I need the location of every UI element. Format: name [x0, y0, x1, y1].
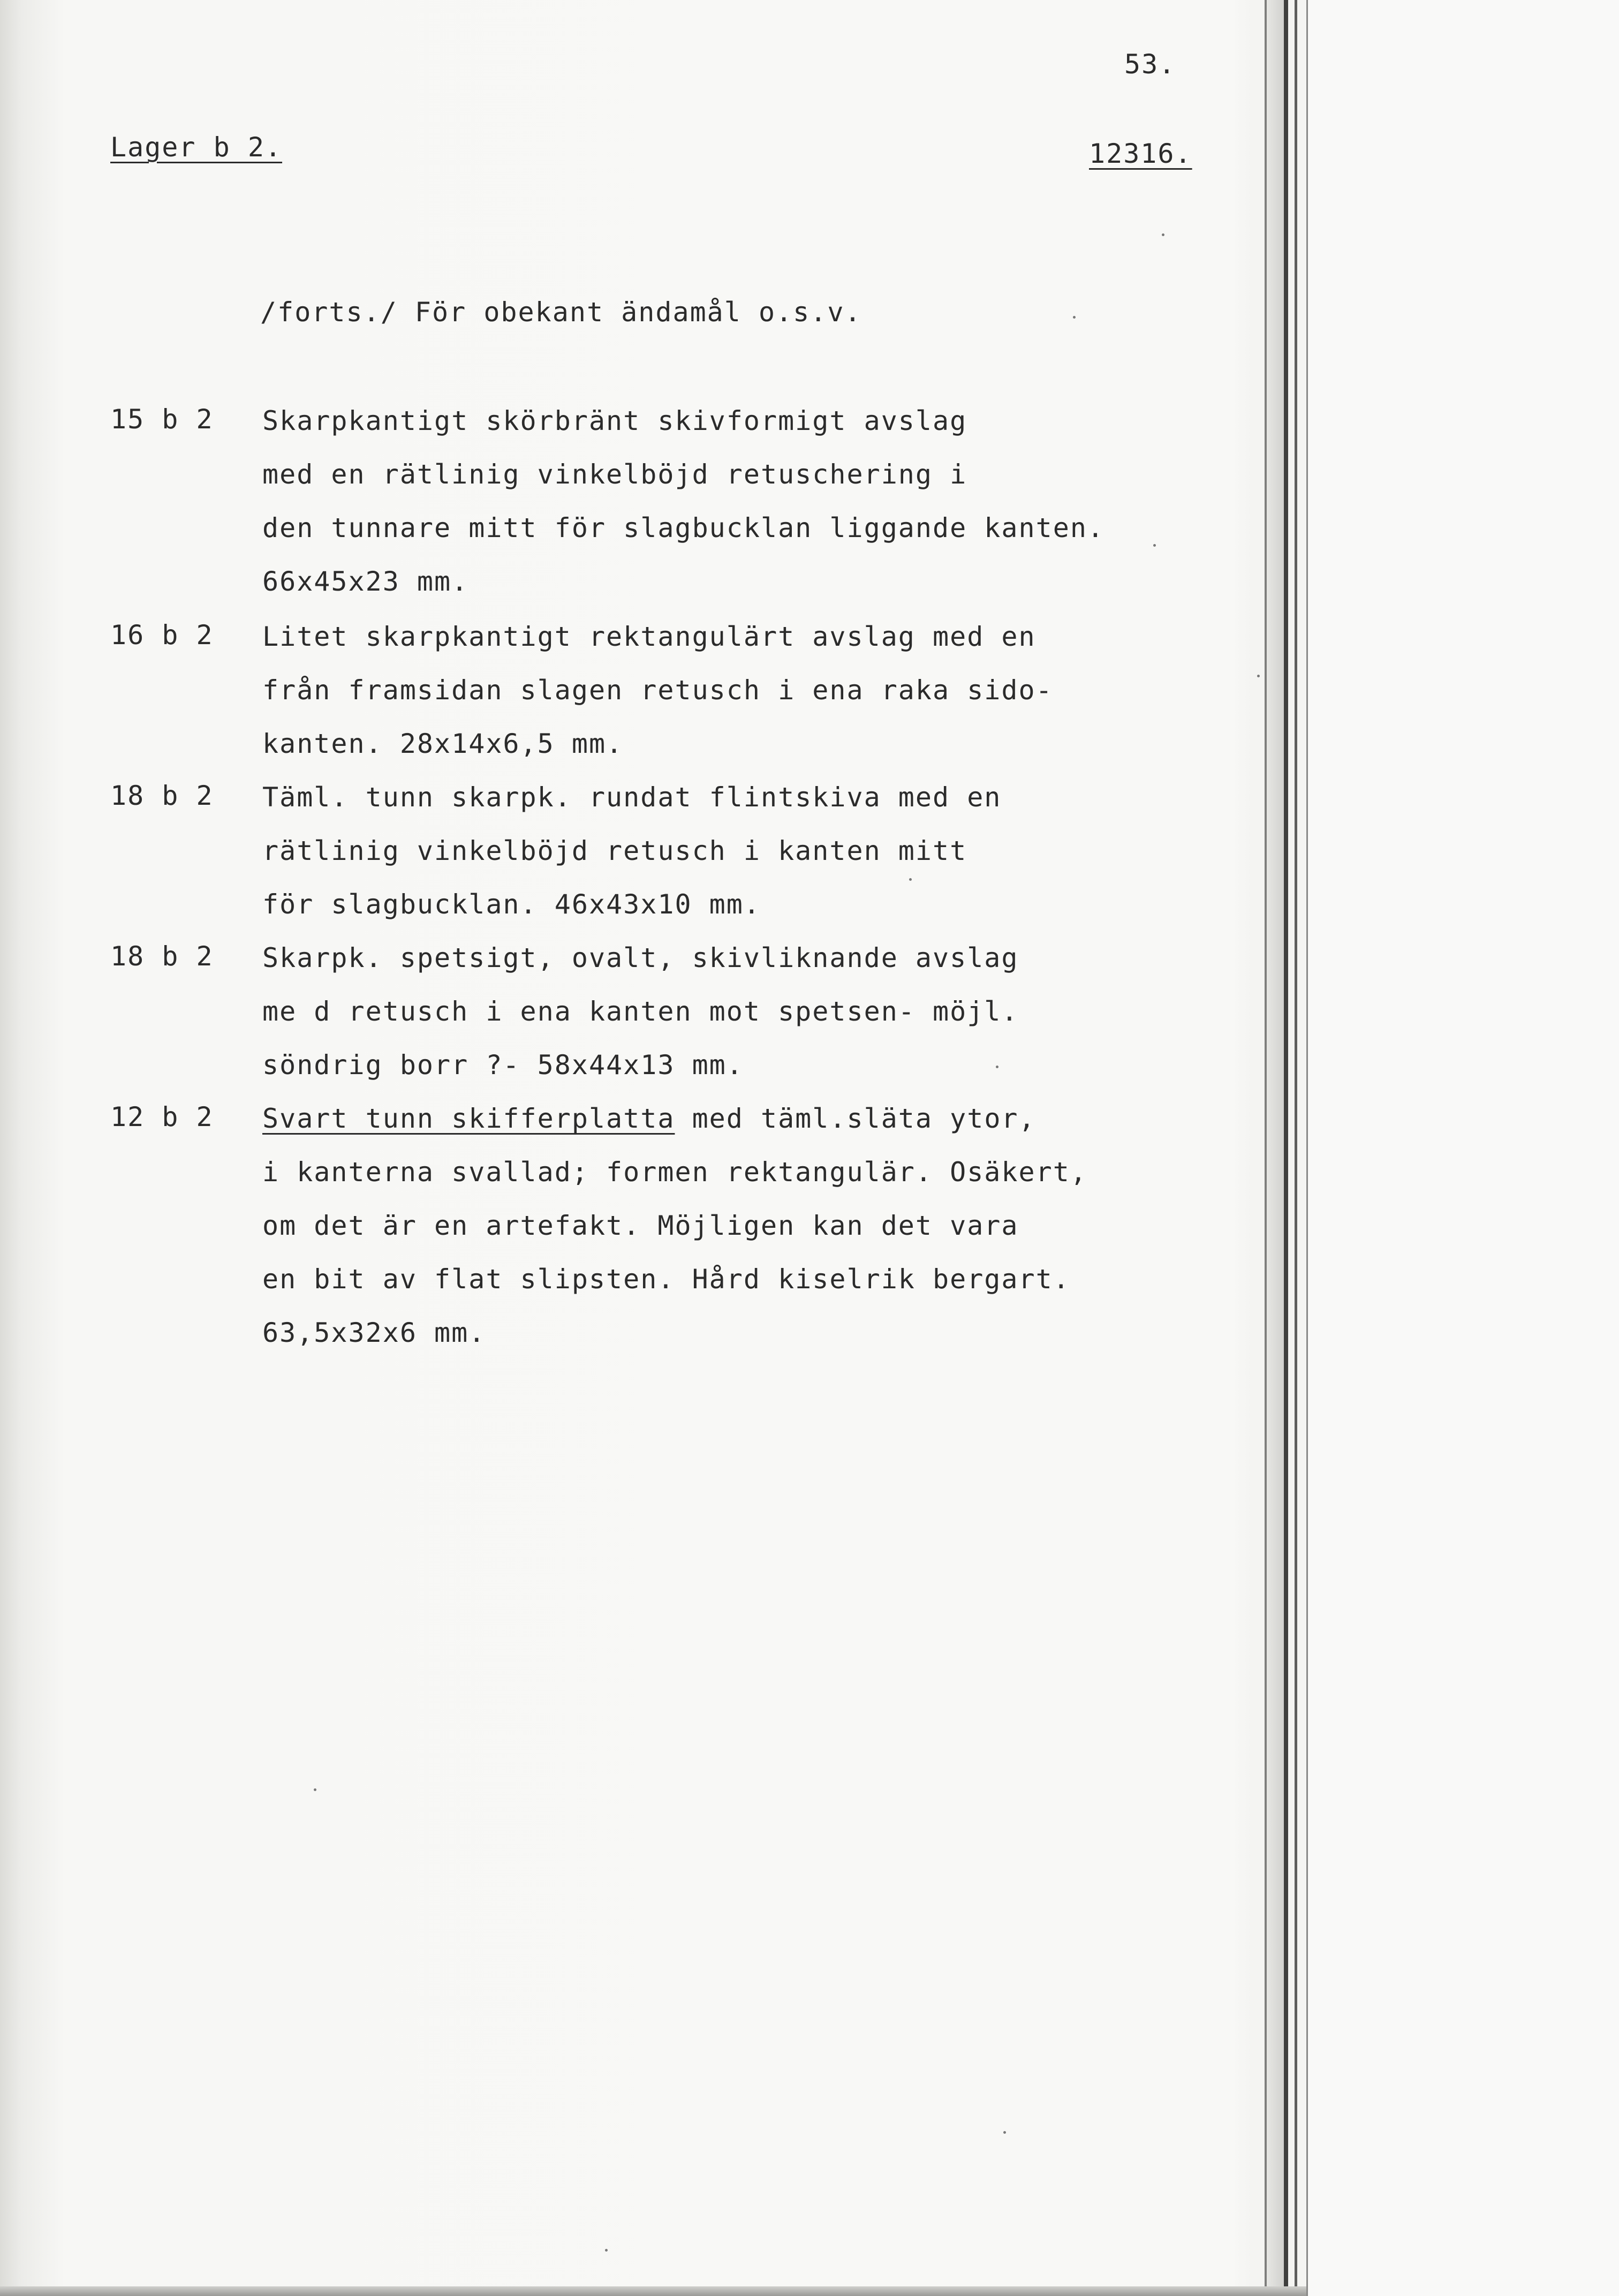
entry-line: om det är en artefakt. Möjligen kan det vara — [262, 1210, 1019, 1241]
layer-title: Lager b 2. — [110, 132, 283, 163]
page-number: 53. — [1124, 49, 1176, 80]
binding-shadow — [1267, 0, 1284, 2296]
entry-code: 18 b 2 — [110, 941, 214, 972]
scan-speck — [1153, 544, 1156, 547]
entry-line: 63,5x32x6 mm. — [262, 1317, 486, 1348]
scan-speck — [1003, 2131, 1006, 2134]
entry-line: Skarpk. spetsigt, ovalt, skivliknande avslag — [262, 942, 1019, 973]
entry-line-rest: med täml.släta ytor, — [675, 1103, 1036, 1134]
binding-edge-line — [1284, 0, 1288, 2296]
scan-speck — [605, 2249, 608, 2252]
entry-line: den tunnare mitt för slagbucklan liggande kanten. — [262, 512, 1105, 543]
entry-line: från framsidan slagen retusch i ena raka sido- — [262, 675, 1053, 706]
scan-margin — [1308, 0, 1619, 2296]
entry-line: en bit av flat slipsten. Hård kiselrik bergart. — [262, 1264, 1070, 1295]
entry-line: med en rätlinig vinkelböjd retuschering i — [262, 459, 967, 490]
entry-line: me d retusch i ena kanten mot spetsen- möjl. — [262, 996, 1019, 1027]
entry-code: 15 b 2 — [110, 404, 214, 435]
entry-code: 16 b 2 — [110, 620, 214, 651]
entry-line: Litet skarpkantigt rektangulärt avslag med en — [262, 621, 1036, 652]
scan-speck — [314, 1788, 316, 1791]
scan-speck — [909, 878, 912, 881]
binding-edge-line — [1295, 0, 1297, 2296]
entry-line: 66x45x23 mm. — [262, 566, 469, 597]
entry-line: Täml. tunn skarpk. rundat flintskiva med en — [262, 782, 1002, 813]
scan-speck — [1073, 316, 1076, 319]
binding-edge-line — [1265, 0, 1267, 2296]
scan-speck — [996, 1066, 998, 1068]
entry-code: 12 b 2 — [110, 1101, 214, 1132]
entry-line: för slagbucklan. 46x43x10 mm. — [262, 889, 761, 920]
entry-code: 18 b 2 — [110, 780, 214, 811]
scan-speck — [1257, 675, 1260, 677]
catalog-number: 12316. — [1089, 138, 1192, 169]
continuation-heading: /forts./ För obekant ändamål o.s.v. — [260, 297, 862, 328]
entry-first-line — [262, 1105, 1036, 1132]
scan-speck — [1162, 233, 1164, 236]
entry-line: i kanterna svallad; formen rektangulär. Osäkert, — [262, 1157, 1087, 1188]
page-bottom-edge — [0, 2286, 1306, 2296]
entry-line: Skarpkantigt skörbränt skivformigt avslag — [262, 405, 967, 436]
entry-line: kanten. 28x14x6,5 mm. — [262, 728, 624, 759]
entry-line: söndrig borr ?- 58x44x13 mm. — [262, 1049, 744, 1081]
entry-line: rätlinig vinkelböjd retusch i kanten mitt — [262, 835, 967, 866]
binding-edge-line — [1306, 0, 1308, 2296]
underlined-phrase: Svart tunn skifferplatta — [262, 1103, 675, 1134]
